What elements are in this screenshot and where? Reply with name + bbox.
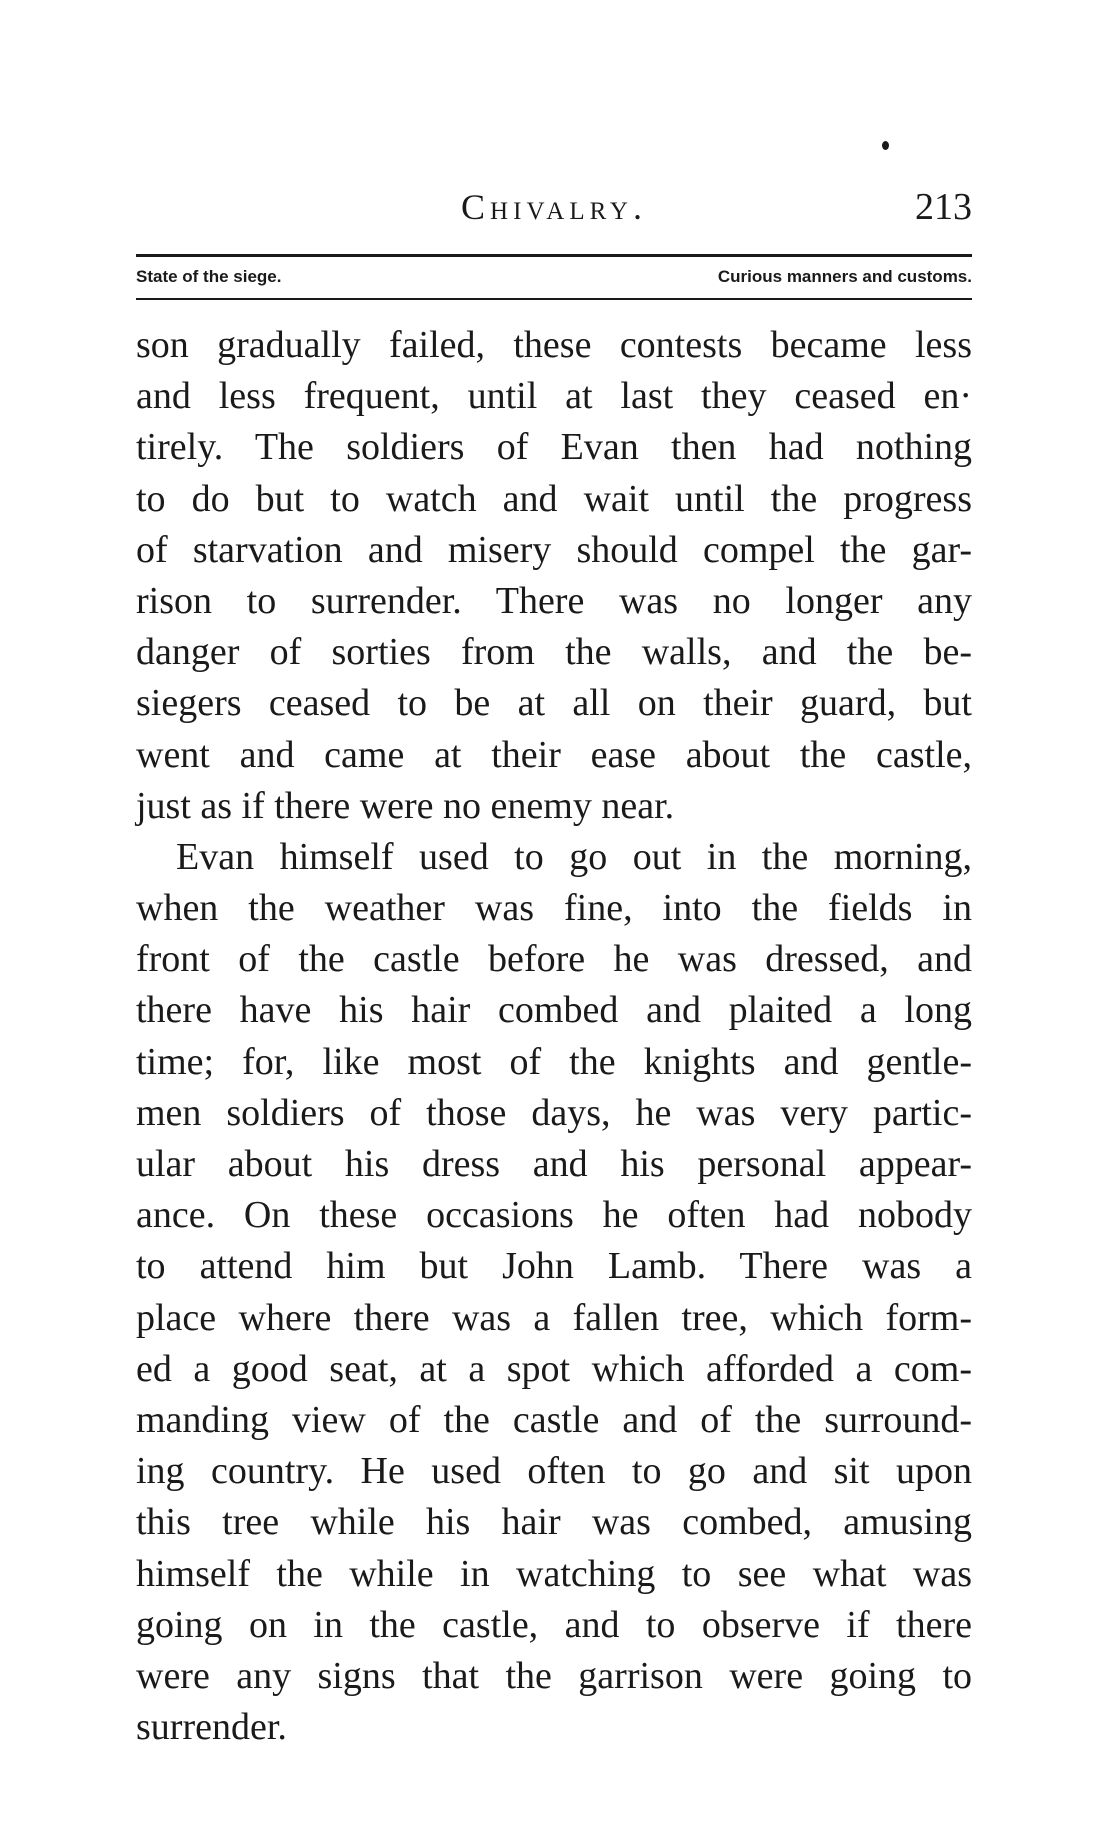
text-line: went and came at their ease about the castle,	[136, 733, 972, 776]
body-text	[136, 320, 972, 1753]
text-line: and less frequent, until at last they ceased en·	[136, 375, 972, 418]
text-line: front of the castle before he was dressed, and	[136, 938, 972, 981]
text-line: of starvation and misery should compel the gar-	[136, 528, 972, 571]
text-line: men soldiers of those days, he was very partic-	[136, 1091, 972, 1134]
text-line: were any signs that the garrison were going to	[136, 1654, 972, 1697]
text-line: son gradually failed, these contests became less	[136, 324, 972, 366]
header-rule-bottom	[136, 298, 972, 300]
text-line: to attend him but John Lamb. There was a	[136, 1245, 972, 1288]
paragraph-start-line: Evan himself used to go out in the morning,	[176, 835, 972, 878]
text-line: this tree while his hair was combed, amusing	[136, 1501, 972, 1544]
text-line: place where there was a fallen tree, which form-	[136, 1296, 972, 1339]
text-line: ed a good seat, at a spot which afforded a com-	[136, 1347, 972, 1390]
text-line: going on in the castle, and to observe if there	[136, 1603, 972, 1646]
header-rule-top	[136, 254, 972, 257]
text-line: rison to surrender. There was no longer any	[136, 579, 972, 622]
text-line: ance. On these occasions he often had nobody	[136, 1194, 972, 1237]
text-line: tirely. The soldiers of Evan then had nothing	[136, 426, 972, 469]
sidenote-right: Curious manners and customs.	[717, 267, 972, 286]
running-head	[136, 182, 972, 232]
marginal-notes	[136, 262, 972, 292]
text-line: siegers ceased to be at all on their guard, but	[136, 682, 972, 725]
text-line: when the weather was fine, into the fields in	[136, 887, 972, 930]
text-line: to do but to watch and wait until the progress	[136, 477, 972, 520]
text-line: ing country. He used often to go and sit upon	[136, 1450, 972, 1493]
page-number: 213	[915, 186, 972, 228]
paragraph-end-line: just as if there were no enemy near.	[136, 784, 675, 827]
text-line: danger of sorties from the walls, and the be-	[136, 631, 972, 674]
sidenote-left: State of the siege.	[136, 267, 282, 286]
text-line: there have his hair combed and plaited a long	[136, 989, 972, 1032]
text-line: time; for, like most of the knights and gentle-	[136, 1040, 972, 1083]
text-line: himself the while in watching to see what was	[136, 1552, 972, 1595]
text-line: ular about his dress and his personal appear-	[136, 1143, 972, 1185]
running-title: Chivalry.	[461, 187, 647, 227]
paragraph-end-line: surrender.	[136, 1706, 287, 1749]
text-line: manding view of the castle and of the surround-	[136, 1398, 972, 1441]
ink-speck	[882, 141, 889, 150]
